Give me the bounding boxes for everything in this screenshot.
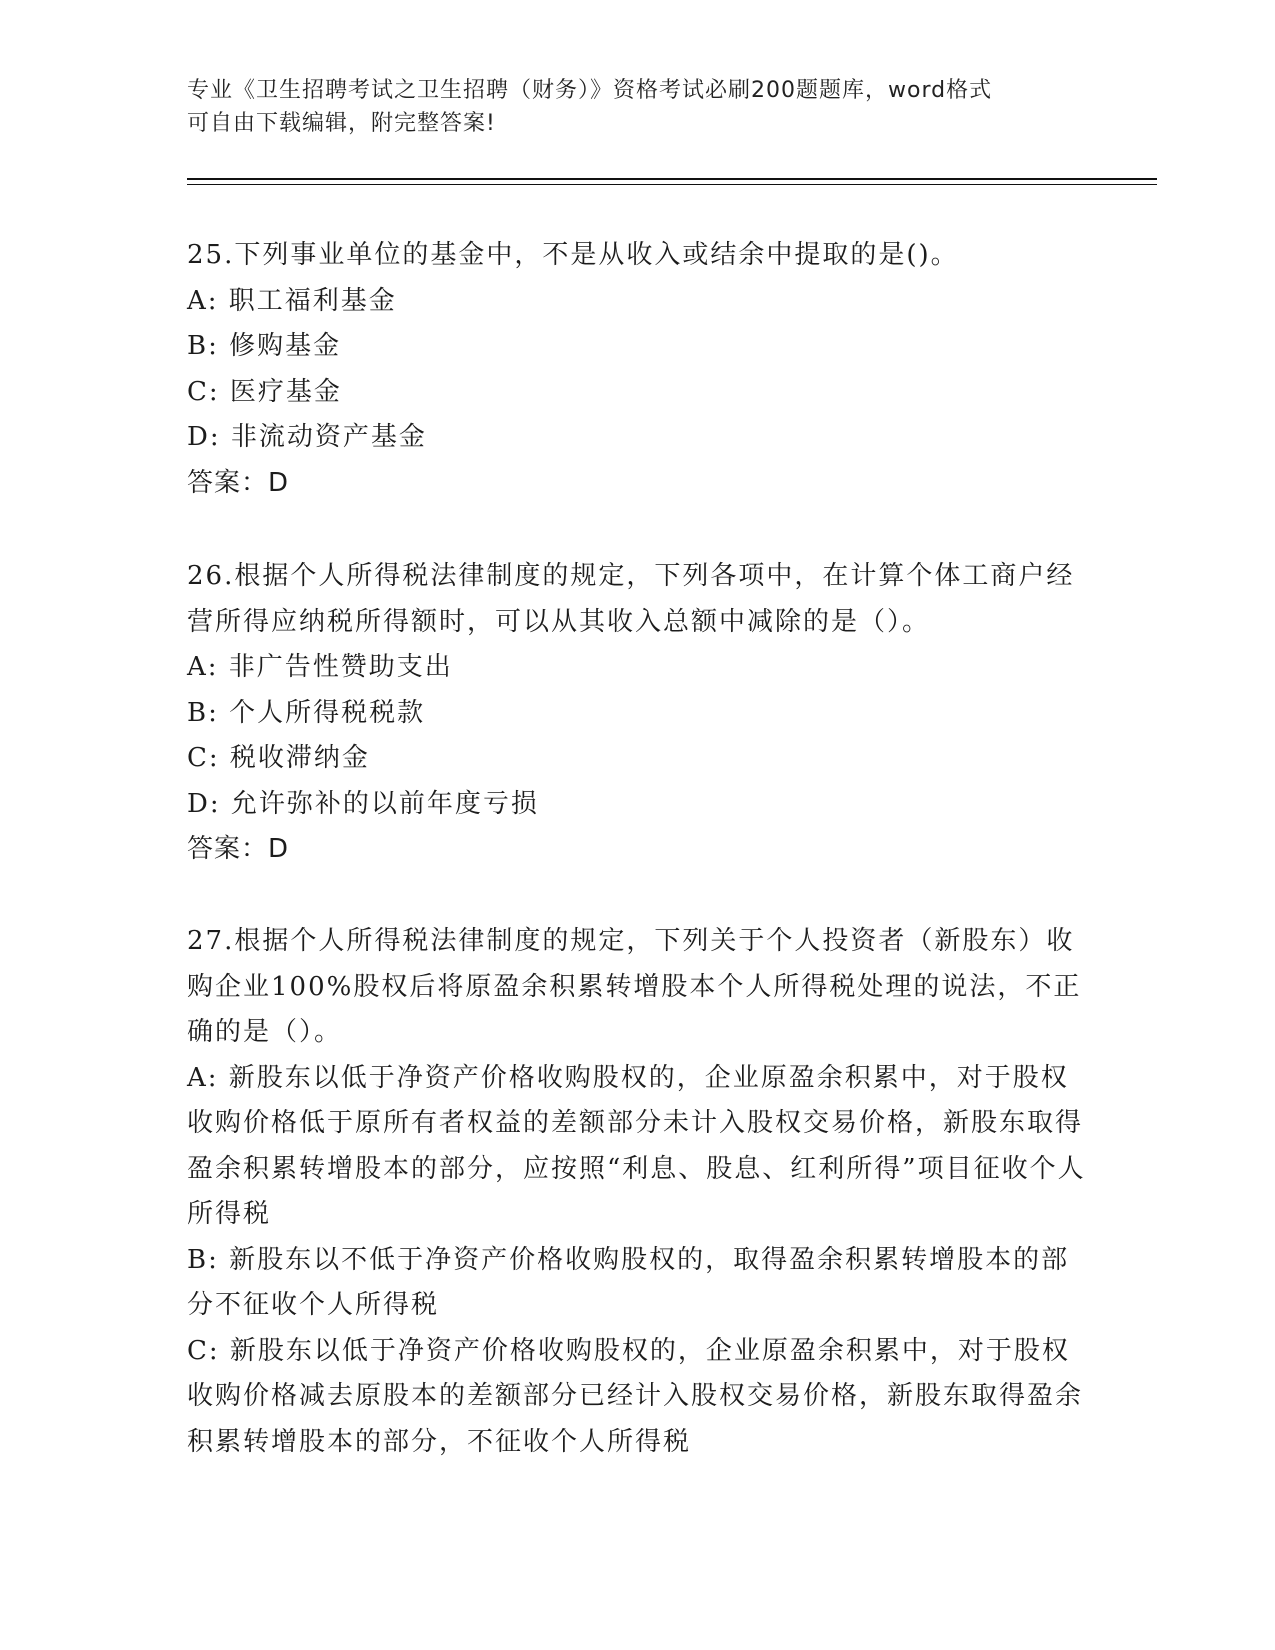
option-c: C: 税收滞纳金 [187,743,370,773]
option-b: B: 修购基金 [187,331,342,361]
question-text: 25.下列事业单位的基金中，不是从收入或结余中提取的是()。 [187,240,959,270]
option-d: D: 非流动资产基金 [187,422,427,452]
answer: 答案：D [187,834,290,864]
header-divider-thick [187,178,1157,180]
answer: 答案：D [187,467,290,498]
option-d: D: 允许弥补的以前年度亏损 [187,788,539,819]
header-line-1: 专业《卫生招聘考试之卫生招聘（财务）》资格考试必刷200题题库，word格式 [187,78,993,103]
option-b: B: 个人所得税税款 [187,697,426,728]
question-27 [187,919,1087,1465]
question-25 [187,233,1087,506]
document-header [187,74,1087,140]
question-text: 26.根据个人所得税法律制度的规定，下列各项中，在计算个体工商户经营所得应纳税所得额时，可以从其收入总额中减除的是（）。 [187,561,1075,637]
question-26 [187,554,1087,873]
option-b: B: 新股东以不低于净资产价格收购股权的，取得盈余积累转增股本的部分不征收个人所得税 [187,1244,1070,1320]
option-a: A: 新股东以低于净资产价格收购股权的，企业原盈余积累中，对于股权收购价格低于原所有者权益的差额部分未计入股权交易价格，新股东取得盈余积累转增股本的部分，应按照“利息、股息、红利所得”项目征收个人所得税 [187,1062,1086,1229]
header-line-2: 可自由下载编辑，附完整答案! [187,111,496,136]
option-c: C: 医疗基金 [187,376,342,407]
question-text: 27.根据个人所得税法律制度的规定，下列关于个人投资者（新股东）收购企业100%股权后将原盈余积累转增股本个人所得税处理的说法，不正确的是（）。 [187,926,1082,1047]
option-a: A: 职工福利基金 [187,285,397,316]
header-divider-thin [187,184,1157,185]
option-c: C: 新股东以低于净资产价格收购股权的，企业原盈余积累中，对于股权收购价格减去原股本的差额部分已经计入股权交易价格，新股东取得盈余积累转增股本的部分，不征收个人所得税 [187,1335,1084,1457]
option-a: A: 非广告性赞助支出 [187,652,453,682]
